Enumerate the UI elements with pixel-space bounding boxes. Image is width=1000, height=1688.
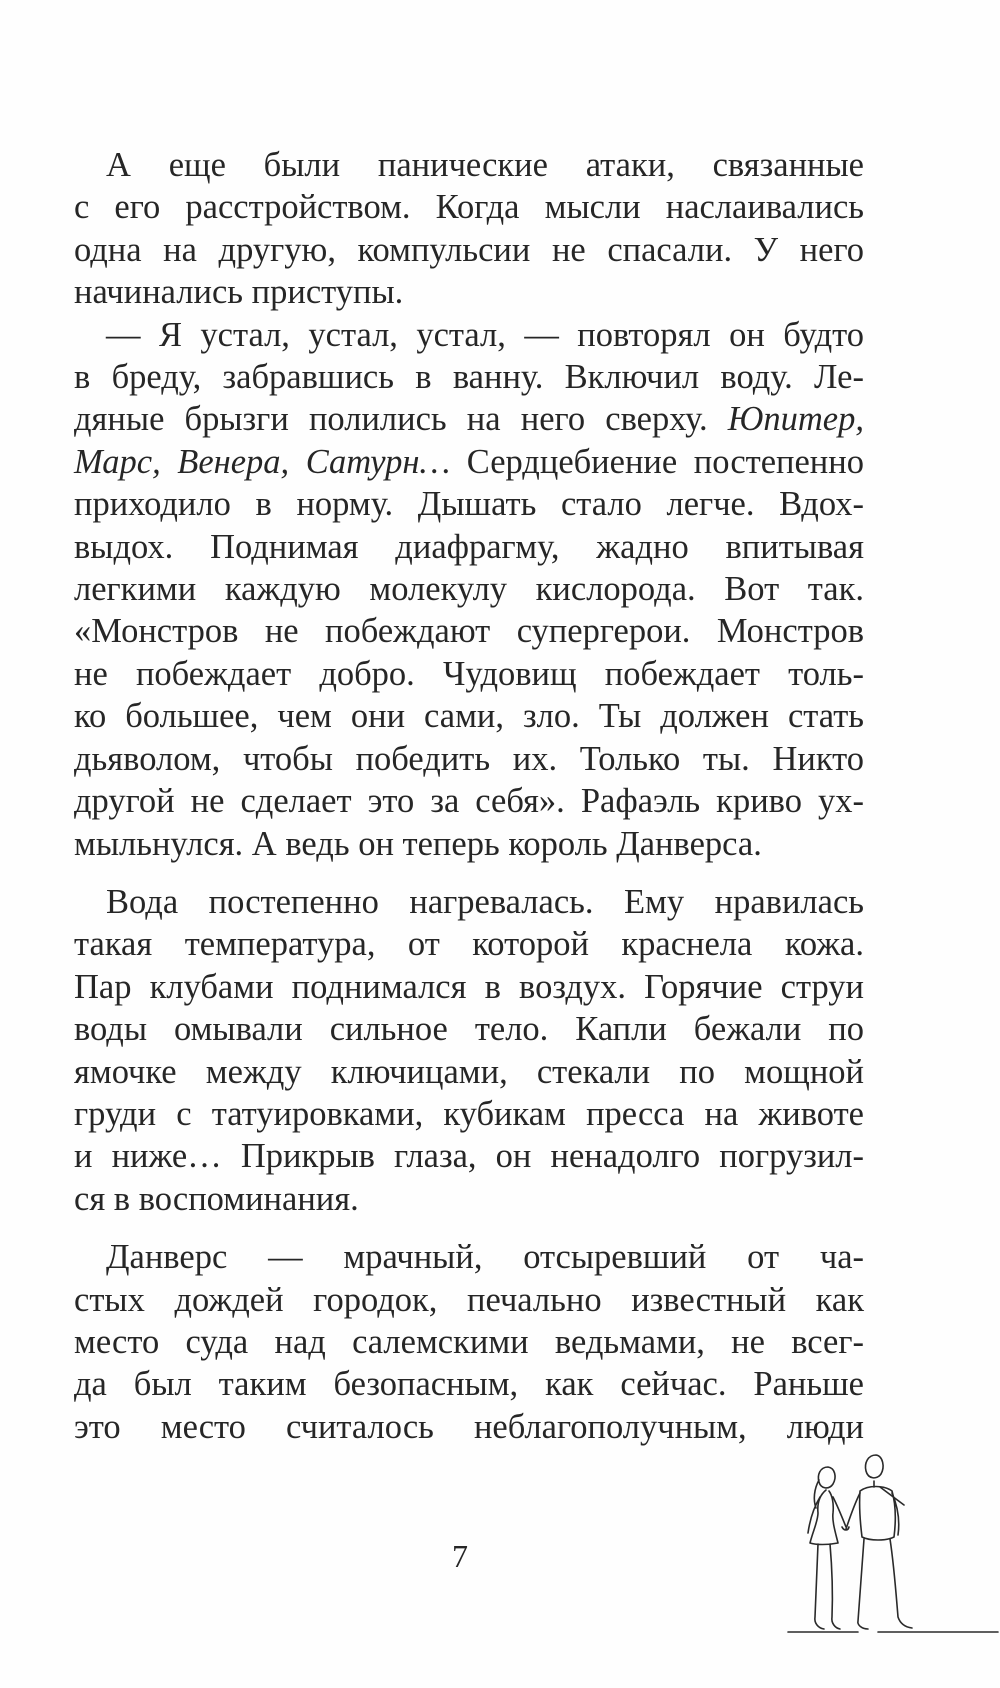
text-line: легкими каждую молекулу кислорода. Вот так. (74, 570, 864, 609)
text-line: — Я устал, устал, устал, — повторял он будто (106, 315, 864, 354)
page-number: 7 (452, 1538, 468, 1574)
text-line: начинались приступы. (74, 273, 404, 312)
text-line: Пар клубами поднимался в воздух. Горячие струи (74, 967, 864, 1006)
text-line: дьяволом, чтобы победить их. Только ты. Никто (74, 739, 864, 778)
text-line (74, 441, 864, 483)
text-line: приходило в норму. Дышать стало легче. Вдох- (74, 485, 864, 524)
italic-text: Марс, Венера, Сатурн… (74, 442, 451, 481)
text-line: одна на другую, компульсии не спасали. У него (74, 230, 864, 269)
body-text (74, 144, 864, 1448)
text-line: и ниже… Прикрыв глаза, он ненадолго погрузил- (74, 1137, 864, 1176)
text-line: Вода постепенно нагревалась. Ему нравилась (106, 882, 864, 921)
text-line: в бреду, забравшись в ванну. Включил воду. Ле- (74, 358, 864, 397)
text-line (74, 398, 864, 440)
text-line: ся в воспоминания. (74, 1179, 359, 1218)
text-line: выдох. Поднимая диафрагму, жадно впитывая (74, 527, 864, 566)
text-line: с его расстройством. Когда мысли наслаивались (74, 188, 864, 227)
text-line: другой не сделает это за себя». Рафаэль криво ух- (74, 782, 864, 821)
text-line: «Монстров не побеждают супергерои. Монстров (74, 612, 864, 651)
text-span: Сердцебиение постепенно (450, 442, 864, 481)
text-span: дяные брызги полились на него сверху. (74, 400, 728, 439)
italic-text: Юпитер, (727, 400, 864, 439)
text-line: ямочке между ключицами, стекали по мощной (74, 1052, 864, 1091)
text-line: груди с татуировками, кубикам пресса на животе (74, 1094, 864, 1133)
couple-illustration-icon (780, 1445, 1000, 1655)
text-line: не побеждает добро. Чудовищ побеждает толь- (74, 654, 864, 693)
text-line: место суда над салемскими ведьмами, не всег- (74, 1322, 864, 1361)
text-line: такая температура, от которой краснела кожа. (74, 925, 864, 964)
text-line: это место считалось неблагополучным, люди (74, 1407, 864, 1446)
text-line: стых дождей городок, печально известный как (74, 1280, 864, 1319)
text-line: ко большее, чем они сами, зло. Ты должен стать (74, 697, 864, 736)
text-line: мыльнулся. А ведь он теперь король Данверса. (74, 824, 762, 863)
text-line: воды омывали сильное тело. Капли бежали по (74, 1010, 864, 1049)
text-line: А еще были панические атаки, связанные (106, 146, 864, 184)
text-line: Данверс — мрачный, отсыревший от ча- (106, 1238, 864, 1277)
text-line: да был таким безопасным, как сейчас. Раньше (74, 1365, 864, 1404)
